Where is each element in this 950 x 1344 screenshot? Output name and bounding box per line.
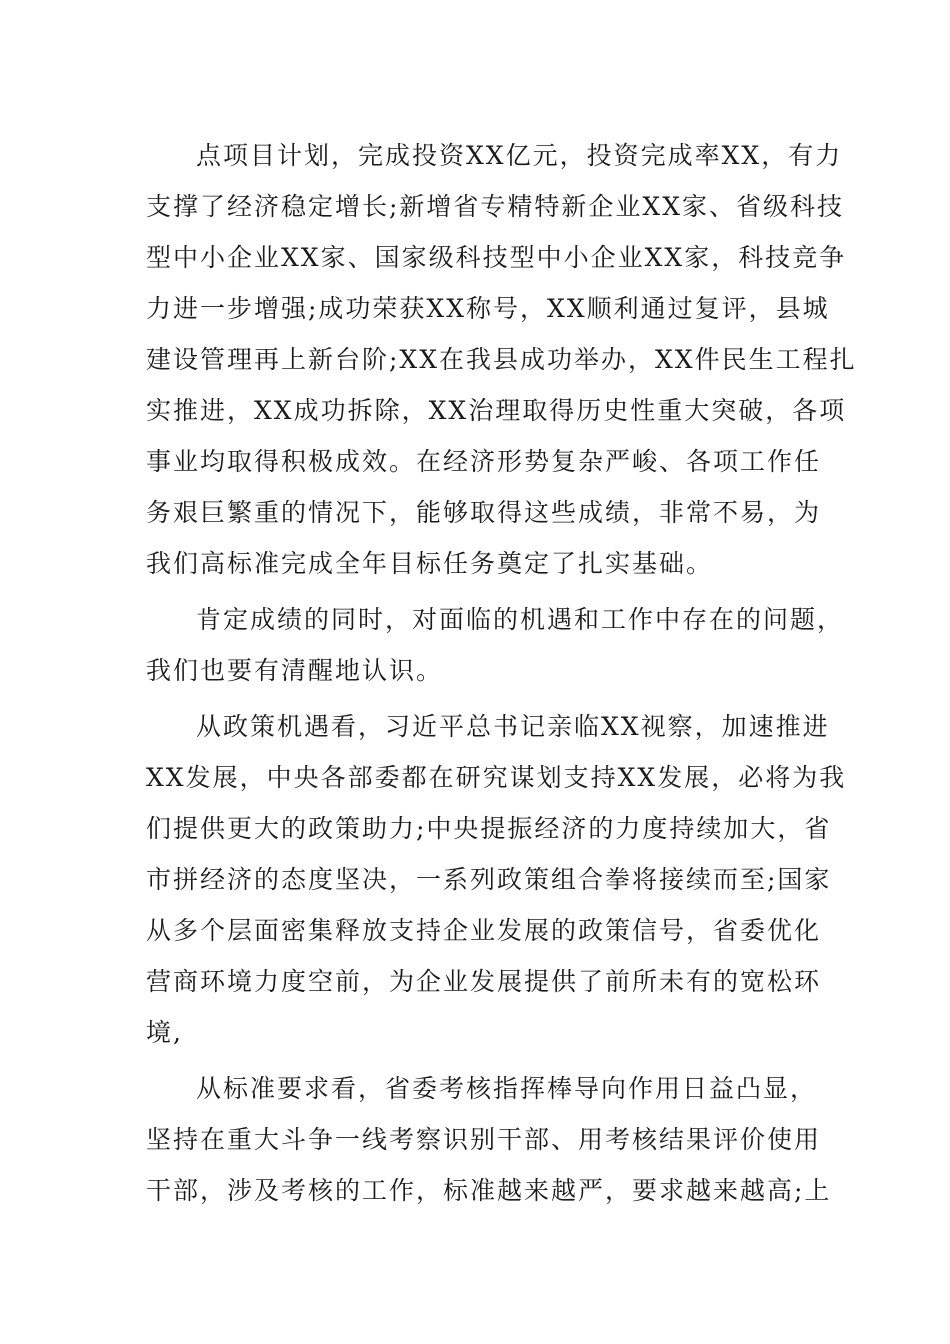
text-line: 肯定成绩的同时，对面临的机遇和工作中存在的问题， (196, 605, 845, 634)
text-line: XX发展，中央各部委都在研究谋划支持XX发展，必将为我 (146, 763, 847, 792)
text-line: 从政策机遇看，习近平总书记亲临XX视察，加速推进 (196, 712, 830, 741)
text-line: 型中小企业XX家、国家级科技型中小企业XX家，科技竞争 (146, 243, 847, 272)
text-line: 从标准要求看，省委考核指挥棒导向作用日益凸显， (196, 1074, 818, 1103)
document-body (146, 130, 857, 1216)
text-line: 营商环境力度空前，为企业发展提供了前所未有的宽松环 (146, 967, 822, 996)
text-line: 境, (146, 1018, 183, 1047)
text-line: 点项目计划，完成投资XX亿元，投资完成率XX，有力 (196, 141, 843, 170)
text-line: 干部，涉及考核的工作，标准越来越严，要求越来越高;上 (146, 1176, 832, 1205)
text-line: 支撑了经济稳定增长;新增省专精特新企业XX家、省级科技 (146, 192, 845, 221)
text-line: 实推进，XX成功拆除，XX治理取得历史性重大突破，各项 (146, 396, 847, 425)
text-line: 市拼经济的态度坚决，一系列政策组合拳将接续而至;国家 (146, 865, 832, 894)
text-line: 从多个层面密集释放支持企业发展的政策信号，省委优化 (146, 916, 822, 945)
text-line: 力进一步增强;成功荣获XX称号，XX顺利通过复评，县城 (146, 294, 830, 323)
text-line: 我们也要有清醒地认识。 (146, 656, 444, 685)
text-line: 们提供更大的政策助力;中央提振经济的力度持续加大，省 (146, 814, 832, 843)
text-line: 我们高标准完成全年目标任务奠定了扎实基础。 (146, 549, 714, 578)
text-line: 事业均取得积极成效。在经济形势复杂严峻、各项工作任 (146, 447, 822, 476)
text-line: 坚持在重大斗争一线考察识别干部、用考核结果评价使用 (146, 1125, 822, 1154)
text-line: 务艰巨繁重的情况下，能够取得这些成绩，非常不易，为 (146, 498, 822, 527)
text-line: 建设管理再上新台阶;XX在我县成功举办，XX件民生工程扎 (146, 345, 857, 374)
